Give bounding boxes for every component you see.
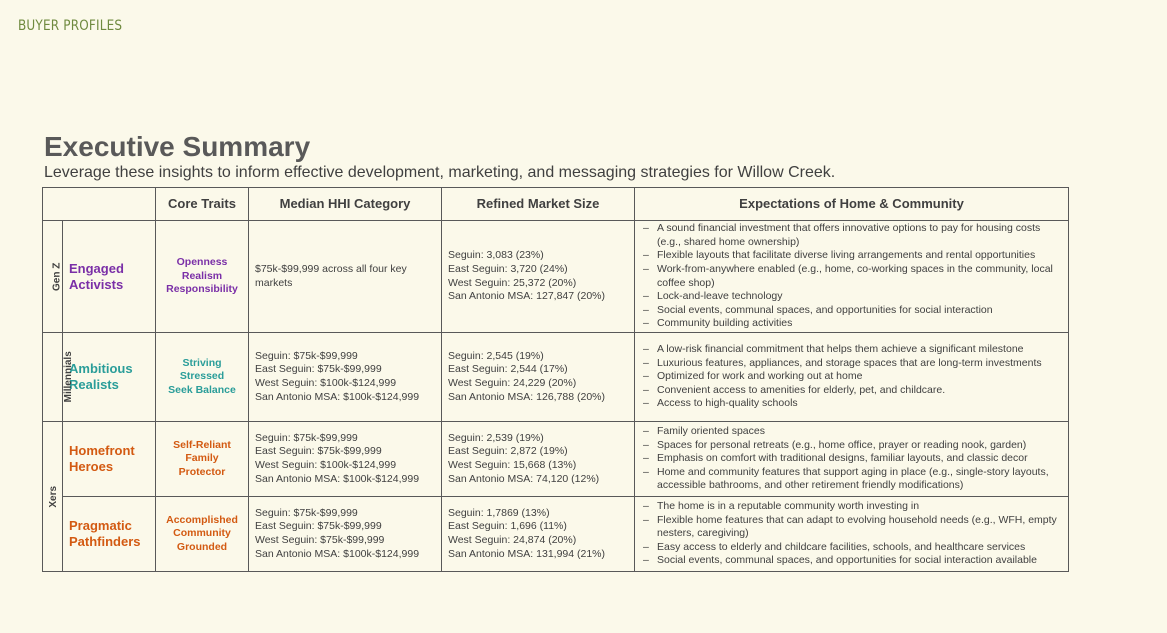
market-size (442, 221, 635, 333)
generation-label: Millennials (62, 351, 74, 403)
expectations-list (641, 343, 1062, 411)
hhi-value: San Antonio MSA: $100k-$124,999 (255, 472, 420, 485)
expectation-item: – Community building activities (641, 317, 1062, 331)
trait: Community (173, 527, 231, 540)
persona-name (63, 221, 156, 333)
persona-line: Realists (69, 377, 119, 392)
hhi-value: $75k-$99,999 across all four key markets (255, 262, 407, 289)
buyer-profiles-table (42, 187, 1069, 572)
trait: Responsibility (166, 283, 238, 296)
market-value: West Seguin: 24,229 (20%) (448, 377, 577, 389)
market-value: East Seguin: 3,720 (24%) (448, 262, 568, 275)
hhi-value: San Antonio MSA: $100k-$124,999 (255, 547, 420, 560)
market-value: Seguin: 3,083 (23%) (448, 249, 544, 262)
persona-name (63, 497, 156, 572)
trait: Grounded (176, 540, 228, 553)
table-row (43, 333, 1069, 422)
persona-name (63, 333, 156, 422)
generation-label: Gen Z (51, 262, 63, 291)
trait: Accomplished (166, 513, 238, 526)
expectations-list (641, 500, 1062, 568)
expectation-item: – Social events, communal spaces, and opportunities for social interaction (641, 304, 1062, 318)
hhi-value: Seguin: $75k-$99,999 (255, 506, 358, 519)
table-row (43, 497, 1069, 572)
hhi-value: West Seguin: $100k-$124,999 (255, 377, 397, 389)
hhi-value: Seguin: $75k-$99,999 (255, 431, 358, 444)
median-hhi (249, 422, 442, 497)
trait: Striving (182, 356, 222, 369)
expectation-item: – Flexible home features that can adapt to evolving household needs (e.g., WFH, empty nesters, caregiving) (641, 514, 1062, 541)
trait: Self-Reliant (173, 438, 231, 451)
market-value: West Seguin: 25,372 (20%) (448, 276, 577, 289)
market-value: East Seguin: 2,872 (19%) (448, 445, 568, 458)
header-persona (43, 188, 156, 221)
expectation-item: – Home and community features that support aging in place (e.g., single-story layouts, accessible bathrooms, and other retirement friendly modifications) (641, 466, 1062, 493)
expectation-item: – Flexible layouts that facilitate diverse living arrangements and rental opportunities (641, 249, 1062, 263)
expectation-item: – A sound financial investment that offers innovative options to pay for housing costs (e.g., shared home ownership) (641, 222, 1062, 249)
persona-line: Pathfinders (69, 534, 141, 549)
generation-label: Xers (48, 485, 60, 508)
market-size (442, 333, 635, 422)
expectation-item: – Access to high-quality schools (641, 397, 1062, 411)
core-traits (156, 221, 249, 333)
expectation-item: – Work-from-anywhere enabled (e.g., home, co-working spaces in the community, local coffee shop) (641, 263, 1062, 290)
table-row (43, 221, 1069, 333)
expectations-list (641, 425, 1062, 493)
table-header-row (43, 188, 1069, 221)
persona-line: Engaged (69, 260, 124, 276)
median-hhi (249, 333, 442, 422)
expectation-item: – Family oriented spaces (641, 425, 1062, 439)
trait: Family (185, 452, 219, 465)
core-traits (156, 497, 249, 572)
hhi-value: East Seguin: $75k-$99,999 (255, 520, 382, 533)
market-value: West Seguin: 24,874 (20%) (448, 534, 577, 546)
page-subtitle: Leverage these insights to inform effective development, marketing, and messaging strategies for Willow Creek. (44, 164, 836, 181)
hhi-value: Seguin: $75k-$99,999 (255, 349, 358, 362)
market-value: San Antonio MSA: 131,994 (21%) (448, 547, 606, 560)
expectation-item: – Optimized for work and working out at home (641, 370, 1062, 384)
market-value: San Antonio MSA: 127,847 (20%) (448, 290, 606, 303)
core-traits (156, 422, 249, 497)
expectation-item: – A low-risk financial commitment that helps them achieve a significant milestone (641, 343, 1062, 357)
trait: Seek Balance (168, 383, 236, 396)
market-value: San Antonio MSA: 126,788 (20%) (448, 390, 606, 403)
table-row (43, 422, 1069, 497)
trait: Stressed (179, 370, 225, 383)
header-expectations: Expectations of Home & Community (635, 188, 1069, 221)
expectation-item: – Social events, communal spaces, and opportunities for social interaction available (641, 554, 1062, 568)
expectation-item: – Easy access to elderly and childcare facilities, schools, and healthcare services (641, 541, 1062, 555)
core-traits (156, 333, 249, 422)
median-hhi (249, 221, 442, 333)
trait: Realism (181, 269, 223, 282)
market-size (442, 422, 635, 497)
page-title: Executive Summary (44, 131, 311, 162)
header-median-hhi: Median HHI Category (249, 188, 442, 221)
persona-name (63, 422, 156, 497)
expectations (635, 333, 1069, 422)
hhi-value: East Seguin: $75k-$99,999 (255, 445, 382, 458)
hhi-value: West Seguin: $75k-$99,999 (255, 534, 385, 546)
hhi-value: San Antonio MSA: $100k-$124,999 (255, 390, 420, 403)
persona-line: Activists (69, 276, 124, 292)
generation-cell-xers (43, 422, 63, 572)
hhi-value: West Seguin: $100k-$124,999 (255, 459, 397, 471)
generation-cell-gen-z (43, 221, 63, 333)
expectation-item: – Emphasis on comfort with traditional designs, familiar layouts, and classic decor (641, 452, 1062, 466)
trait: Openness (176, 256, 228, 269)
trait: Protector (178, 465, 226, 478)
persona-line: Pragmatic (69, 518, 132, 533)
market-value: Seguin: 2,539 (19%) (448, 431, 544, 444)
market-value: West Seguin: 15,668 (13%) (448, 459, 577, 471)
expectations (635, 497, 1069, 572)
expectation-item: – Lock-and-leave technology (641, 290, 1062, 304)
market-value: Seguin: 2,545 (19%) (448, 349, 544, 362)
expectations (635, 221, 1069, 333)
expectations (635, 422, 1069, 497)
header-core-traits: Core Traits (156, 188, 249, 221)
section-label: BUYER PROFILES (18, 18, 123, 34)
expectation-item: – Luxurious features, appliances, and storage spaces that are long-term investments (641, 357, 1062, 371)
expectations-list (641, 222, 1062, 331)
generation-cell-millennials (43, 333, 74, 422)
median-hhi (249, 497, 442, 572)
market-value: East Seguin: 2,544 (17%) (448, 363, 568, 376)
expectation-item: – Convenient access to amenities for elderly, pet, and childcare. (641, 384, 1062, 398)
persona-line: Homefront (69, 443, 135, 458)
expectation-item: – Spaces for personal retreats (e.g., home office, prayer or reading nook, garden) (641, 439, 1062, 453)
market-value: San Antonio MSA: 74,120 (12%) (448, 472, 600, 485)
market-value: East Seguin: 1,696 (11%) (448, 520, 567, 533)
hhi-value: East Seguin: $75k-$99,999 (255, 363, 382, 376)
market-value: Seguin: 1,7869 (13%) (448, 506, 550, 519)
expectation-item: – The home is in a reputable community worth investing in (641, 500, 1062, 514)
persona-line: Heroes (69, 459, 114, 474)
market-size (442, 497, 635, 572)
persona-line: Ambitious (69, 361, 133, 376)
header-market-size: Refined Market Size (442, 188, 635, 221)
